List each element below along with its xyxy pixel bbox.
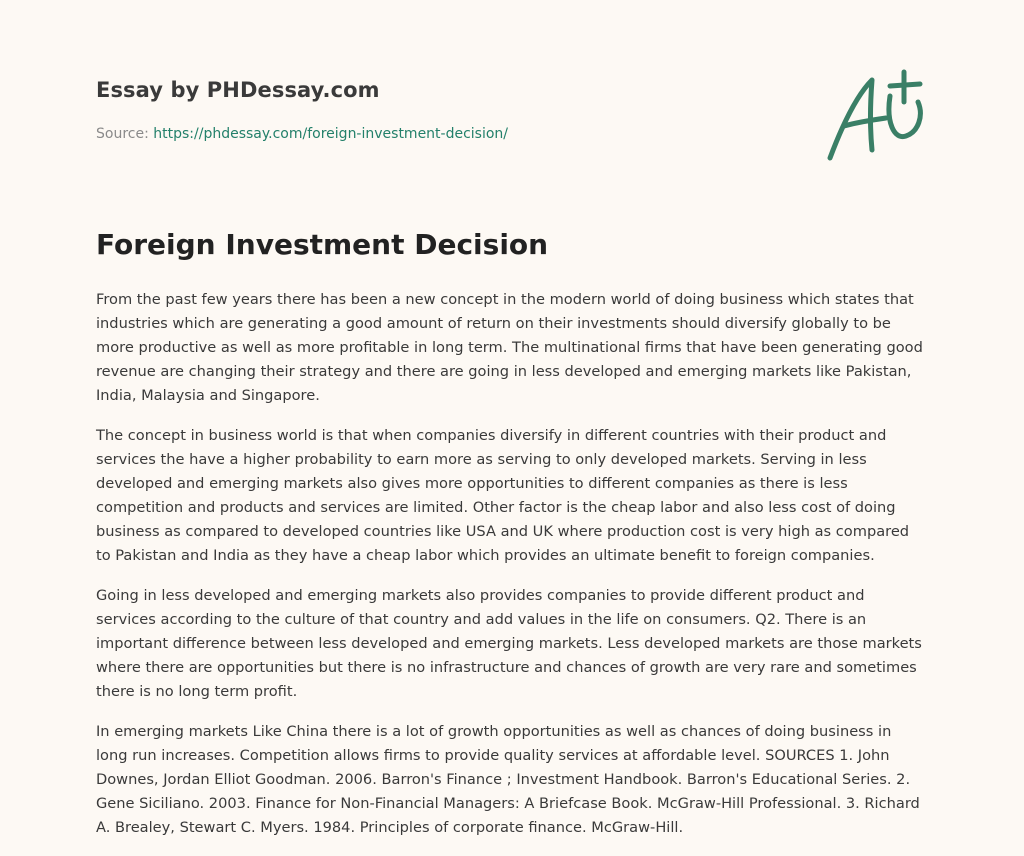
source-link[interactable]: https://phdessay.com/foreign-investment-decision/ [153, 126, 509, 142]
source-line [96, 126, 508, 142]
article-paragraph-1: From the past few years there has been a new concept in the modern world of doing business which states that industries which are generating a good amount of return on their investments should diversify globally to be more productive as well as more profitable in long term. The multinational firms that have been generating good revenue are changing their strategy and there are going in less developed and emerging markets like Pakistan, India, Malaysia and Singapore. [96, 291, 923, 404]
page-header [96, 76, 796, 142]
article-paragraph-2: The concept in business world is that when companies diversify in different countries with their product and services the have a higher probability to earn more as serving to only developed markets. Serving in less developed and emerging markets also gives more opportunities to different companies as there is less competition and products and services are limited. Other factor is the cheap labor and also less cost of doing business as compared to developed countries like USA and UK where production cost is very high as compared to Pakistan and India as they have a cheap labor which provides an ultimate benefit to foreign companies. [96, 427, 910, 564]
article-paragraph-3: Going in less developed and emerging markets also provides companies to provide different product and services according to the culture of that country and add values in the life on consumers. Q2. There is an important difference between less developed and emerging markets. Less developed markets are those markets where there are opportunities but there is no infrastructure and chances of growth are very rare and sometimes there is no long term profit. [96, 587, 922, 700]
article-paragraph-4: In emerging markets Like China there is a lot of growth opportunities as well as chances of doing business in long run increases. Competition allows firms to provide quality services at affordable level. SOURCES 1. John Downes, Jordan Elliot Goodman. 2006. Barron's Finance ; Investment Handbook. Barron's Educational Series. 2. Gene Siciliano. 2003. Finance for Non-Financial Managers: A Briefcase Book. McGraw-Hill Professional. 3. Richard A. Brealey, Stewart C. Myers. 1984. Principles of corporate finance. McGraw-Hill. [96, 723, 920, 836]
source-label: Source: [96, 126, 149, 142]
site-brand: Essay by PHDessay.com [96, 78, 380, 102]
article-title: Foreign Investment Decision [96, 228, 549, 261]
article [96, 226, 926, 856]
a-plus-logo-icon [820, 66, 930, 166]
